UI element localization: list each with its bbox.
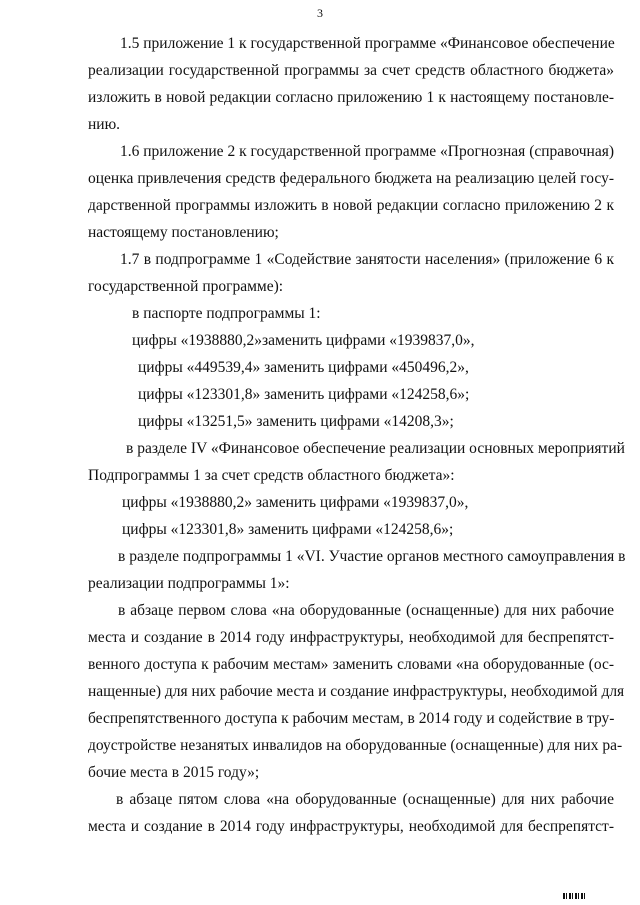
text-line: 1.7 в подпрограмме 1 «Содействие занятости населения» (приложение 6 к xyxy=(120,251,614,268)
text-line: настоящему постановлению; xyxy=(88,224,279,241)
text-line: оценка привлечения средств федерального бюджета на реализацию целей госу- xyxy=(88,170,614,187)
text-line: реализации государственной программы за счет средств областного бюджета» xyxy=(88,62,614,79)
text-line: в абзаце первом слова «на оборудованные (оснащенные) для них рабочие xyxy=(118,602,614,619)
text-line: цифры «123301,8» заменить цифрами «124258,6»; xyxy=(138,386,470,403)
text-line: реализации подпрограммы 1»: xyxy=(88,575,290,592)
text-line: в разделе IV «Финансовое обеспечение реализации основных мероприятий xyxy=(126,440,625,457)
text-line: места и создание в 2014 году инфраструктуры, необходимой для беспрепятст- xyxy=(88,818,614,835)
text-line: дарственной программы изложить в новой редакции согласно приложению 2 к xyxy=(88,197,614,214)
page-number: 3 xyxy=(317,6,323,20)
text-line: бочие места в 2015 году»; xyxy=(88,764,260,781)
text-line: Подпрограммы 1 за счет средств областного бюджета»: xyxy=(88,467,455,484)
text-line: доустройстве незанятых инвалидов на оборудованные (оснащенные) для них ра- xyxy=(88,737,623,754)
text-line: венного доступа к рабочим местам» заменить словами «на оборудованные (ос- xyxy=(88,656,614,673)
text-line: места и создание в 2014 году инфраструктуры, необходимой для беспрепятст- xyxy=(88,629,614,646)
text-line: нащенные) для них рабочие места и создание инфраструктуры, необходимой для xyxy=(88,683,625,700)
text-line: в паспорте подпрограммы 1: xyxy=(132,305,321,322)
text-line: в разделе подпрограммы 1 «VI. Участие органов местного самоуправления в xyxy=(118,548,626,565)
text-line: цифры «123301,8» заменить цифрами «124258,6»; xyxy=(122,521,454,538)
text-line: беспрепятственного доступа к рабочим местам, в 2014 году и содействие в тру- xyxy=(88,710,615,727)
text-line: государственной программе): xyxy=(88,278,284,295)
text-line: цифры «1938880,2»заменить цифрами «1939837,0», xyxy=(132,332,475,349)
text-line: изложить в новой редакции согласно приложению 1 к настоящему постановле- xyxy=(88,89,614,106)
barcode-mark xyxy=(563,893,585,899)
text-line: в абзаце пятом слова «на оборудованные (оснащенные) для них рабочие xyxy=(116,791,614,808)
text-line: 1.6 приложение 2 к государственной программе «Прогнозная (справочная) xyxy=(120,143,614,160)
text-line: 1.5 приложение 1 к государственной программе «Финансовое обеспечение xyxy=(120,35,615,52)
text-line: цифры «1938880,2» заменить цифрами «1939837,0», xyxy=(122,494,469,511)
text-line: цифры «449539,4» заменить цифрами «450496,2», xyxy=(138,359,469,376)
document-body xyxy=(88,30,626,840)
text-line: нию. xyxy=(88,116,121,133)
text-line: цифры «13251,5» заменить цифрами «14208,3»; xyxy=(138,413,454,430)
